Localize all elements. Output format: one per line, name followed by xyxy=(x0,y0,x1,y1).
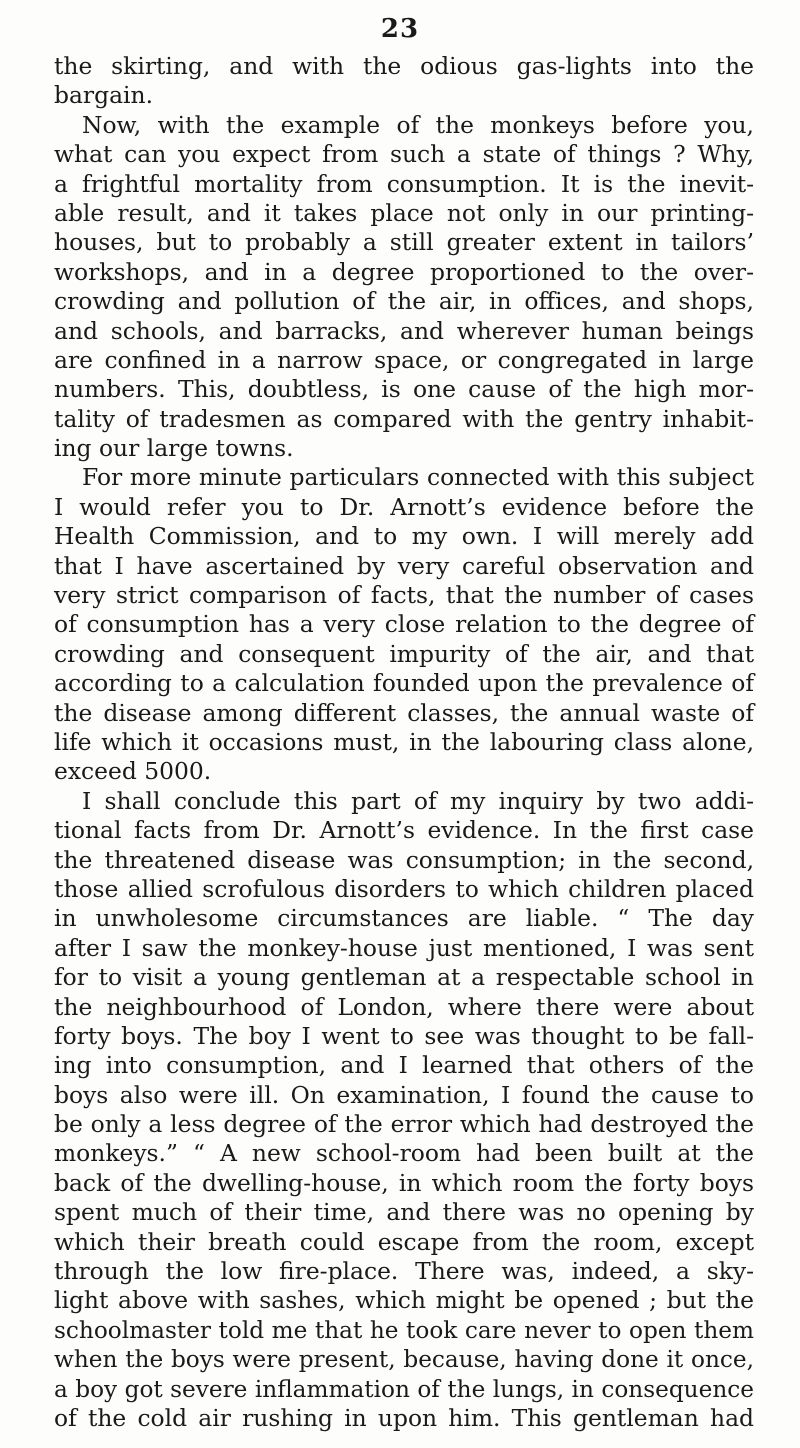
body-text xyxy=(54,52,754,1433)
text-line: which their breath could escape from the room, except xyxy=(54,1227,754,1256)
text-line: and schools, and barracks, and wherever human beings xyxy=(54,316,754,345)
text-line: very strict comparison of facts, that the number of cases xyxy=(54,581,754,610)
text-line: For more minute particulars connected with this subject xyxy=(82,463,754,492)
page-number: 23 xyxy=(380,14,420,44)
text-line: according to a calculation founded upon the prevalence of xyxy=(54,669,754,698)
text-line: the threatened disease was consumption; in the second, xyxy=(54,845,754,874)
text-line: a boy got severe inflammation of the lungs, in consequence xyxy=(54,1375,754,1403)
text-line: the neighbourhood of London, where there were about xyxy=(54,992,754,1021)
text-line: be only a less degree of the error which had destroyed the xyxy=(54,1110,754,1139)
text-line: able result, and it takes place not only in our printing- xyxy=(54,198,754,227)
text-line: spent much of their time, and there was no opening by xyxy=(54,1198,754,1227)
text-line: are confined in a narrow space, or congregated in large xyxy=(54,345,754,374)
text-line: crowding and pollution of the air, in offices, and shops, xyxy=(54,287,754,316)
text-line: houses, but to probably a still greater extent in tailors’ xyxy=(54,228,754,257)
text-line: schoolmaster told me that he took care never to open them xyxy=(54,1316,754,1344)
text-line: exceed 5000. xyxy=(54,757,212,786)
text-line: of consumption has a very close relation to the degree of xyxy=(54,610,754,639)
text-line: workshops, and in a degree proportioned to the over- xyxy=(54,257,754,286)
text-line: I shall conclude this part of my inquiry by two addi- xyxy=(82,786,754,815)
text-line: that I have ascertained by very careful observation and xyxy=(54,551,754,580)
text-line: a frightful mortality from consumption. It is the inevit- xyxy=(54,169,754,198)
text-line: ing our large towns. xyxy=(54,434,294,463)
text-line: tality of tradesmen as compared with the gentry inhabit- xyxy=(54,404,754,433)
text-line: of the cold air rushing in upon him. This gentleman had xyxy=(54,1403,754,1432)
text-line: after I saw the monkey-house just mentioned, I was sent xyxy=(54,933,754,962)
text-line: monkeys.” “ A new school-room had been built at the xyxy=(54,1139,754,1168)
text-line: I would refer you to Dr. Arnott’s evidence before the xyxy=(54,492,754,521)
text-line: back of the dwelling-house, in which room the forty boys xyxy=(54,1168,754,1197)
text-line: through the low fire-place. There was, indeed, a sky- xyxy=(54,1257,754,1286)
text-line: numbers. This, doubtless, is one cause of the high mor- xyxy=(54,375,754,404)
text-line: when the boys were present, because, having done it once, xyxy=(54,1346,754,1374)
text-line: ing into consumption, and I learned that others of the xyxy=(54,1051,754,1080)
text-line: the skirting, and with the odious gas-lights into the xyxy=(54,52,754,80)
text-line: in unwholesome circumstances are liable. “ The day xyxy=(54,904,754,933)
text-line: crowding and consequent impurity of the air, and that xyxy=(54,639,754,668)
text-line: light above with sashes, which might be opened ; but the xyxy=(54,1286,754,1315)
text-line: for to visit a young gentleman at a respectable school in xyxy=(54,963,754,992)
text-line: those allied scrofulous disorders to which children placed xyxy=(54,874,754,903)
text-line: the disease among different classes, the annual waste of xyxy=(54,698,754,727)
text-line: bargain. xyxy=(54,81,153,110)
text-line: life which it occasions must, in the labouring class alone, xyxy=(54,727,754,756)
text-line: what can you expect from such a state of things ? Why, xyxy=(54,140,754,169)
text-line: Health Commission, and to my own. I will merely add xyxy=(54,522,754,551)
text-line: tional facts from Dr. Arnott’s evidence. In the first case xyxy=(54,816,754,845)
text-line: boys also were ill. On examination, I found the cause to xyxy=(54,1080,754,1109)
text-line: forty boys. The boy I went to see was thought to be fall- xyxy=(54,1021,754,1050)
text-line: Now, with the example of the monkeys before you, xyxy=(82,110,754,139)
